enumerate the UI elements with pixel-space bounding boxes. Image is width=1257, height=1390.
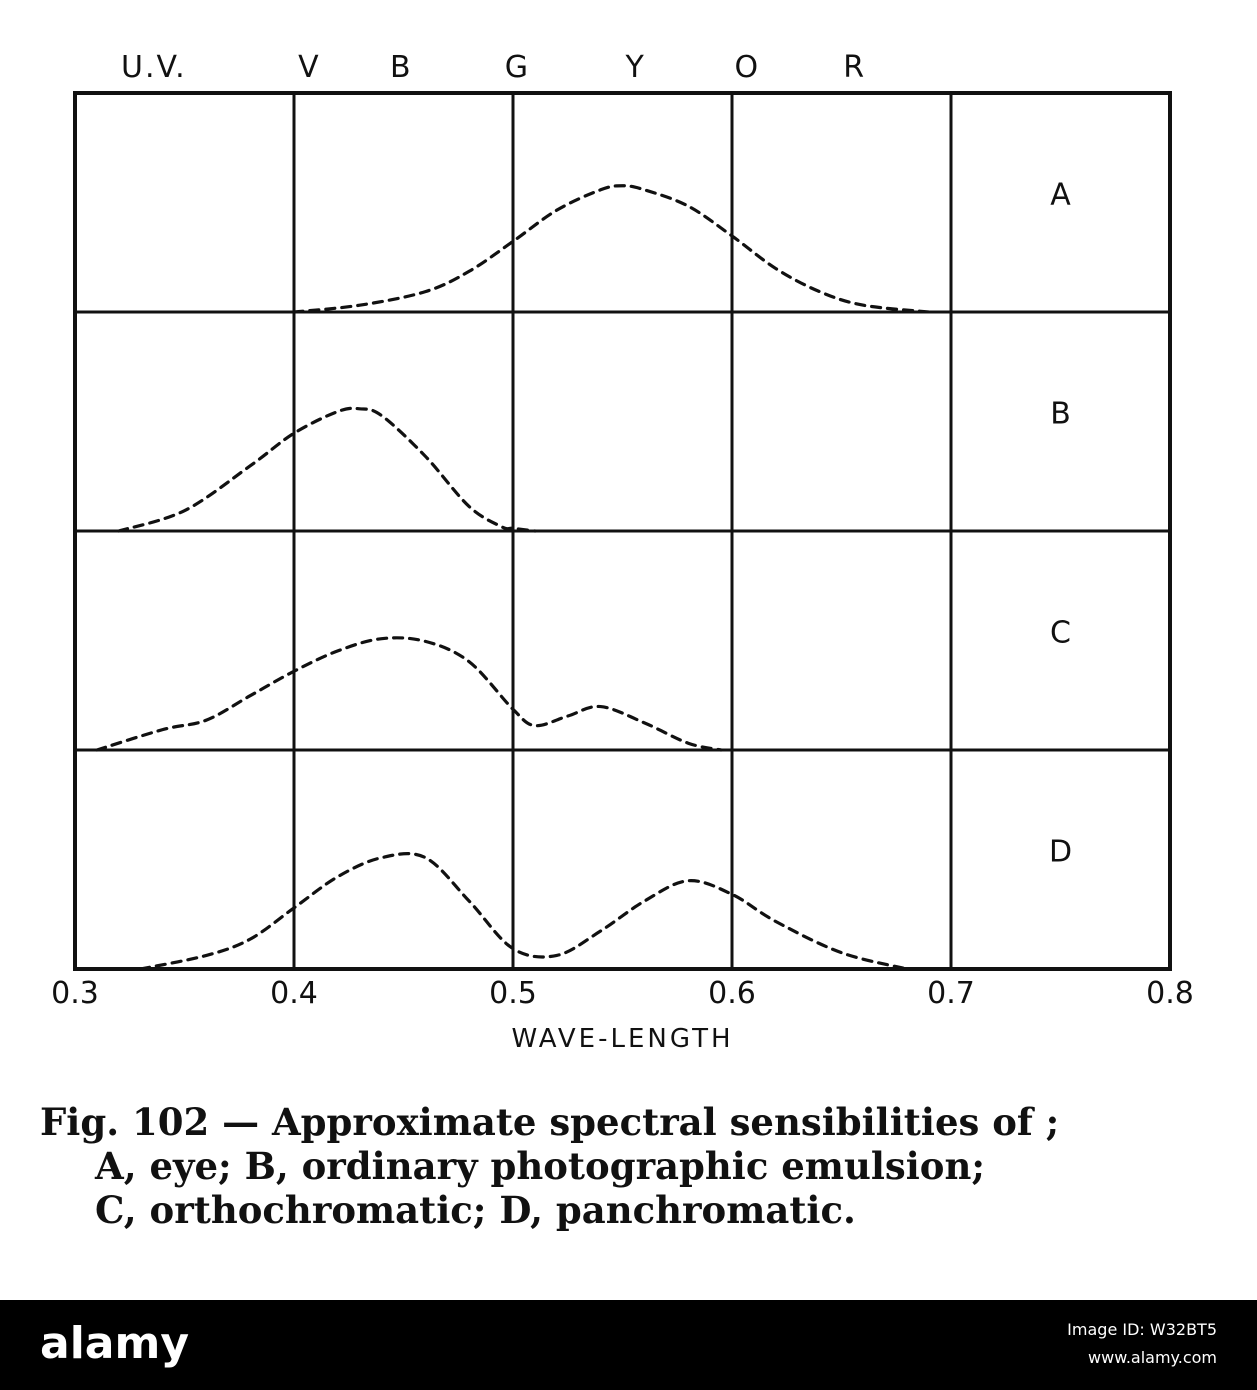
figure-caption — [40, 1100, 1220, 1232]
site-url-text: www.alamy.com — [1088, 1348, 1217, 1367]
footer-bar — [0, 1300, 1257, 1390]
x-axis-title: WAVE-LENGTH — [511, 1024, 734, 1054]
caption-line-1: Fig. 102 — Approximate spectral sensibilities of ; — [40, 1100, 1060, 1144]
x-tick-label: 0.5 — [489, 976, 537, 1011]
color-band-label: R — [843, 50, 867, 85]
color-band-label: O — [734, 50, 761, 85]
chart-grid — [75, 93, 1170, 969]
image-id-text: Image ID: W32BT5 — [1067, 1320, 1217, 1339]
x-tick-label: 0.3 — [51, 976, 99, 1011]
x-tick-label: 0.8 — [1146, 976, 1194, 1011]
color-band-label: U.V. — [120, 50, 187, 85]
caption-line-2: A, eye; B, ordinary photographic emulsion; — [95, 1144, 986, 1188]
series-curve-d — [141, 854, 908, 969]
x-tick-label: 0.6 — [708, 976, 756, 1011]
chart-labels — [51, 50, 1194, 1054]
series-curve-a — [294, 186, 929, 312]
row-label-d: D — [1048, 834, 1073, 870]
color-band-label: G — [504, 50, 531, 85]
series-curve-c — [97, 638, 721, 750]
x-tick-label: 0.4 — [270, 976, 318, 1011]
row-label-c: C — [1050, 615, 1071, 651]
series-curve-b — [119, 408, 535, 531]
color-band-label: V — [298, 50, 321, 85]
alamy-logo: alamy — [40, 1318, 189, 1369]
x-tick-label: 0.7 — [927, 976, 975, 1011]
caption-line-3: C, orthochromatic; D, panchromatic. — [95, 1188, 856, 1232]
row-label-b: B — [1050, 396, 1071, 432]
color-band-label: Y — [625, 50, 646, 85]
color-band-label: B — [390, 50, 413, 85]
row-label-a: A — [1050, 177, 1071, 213]
